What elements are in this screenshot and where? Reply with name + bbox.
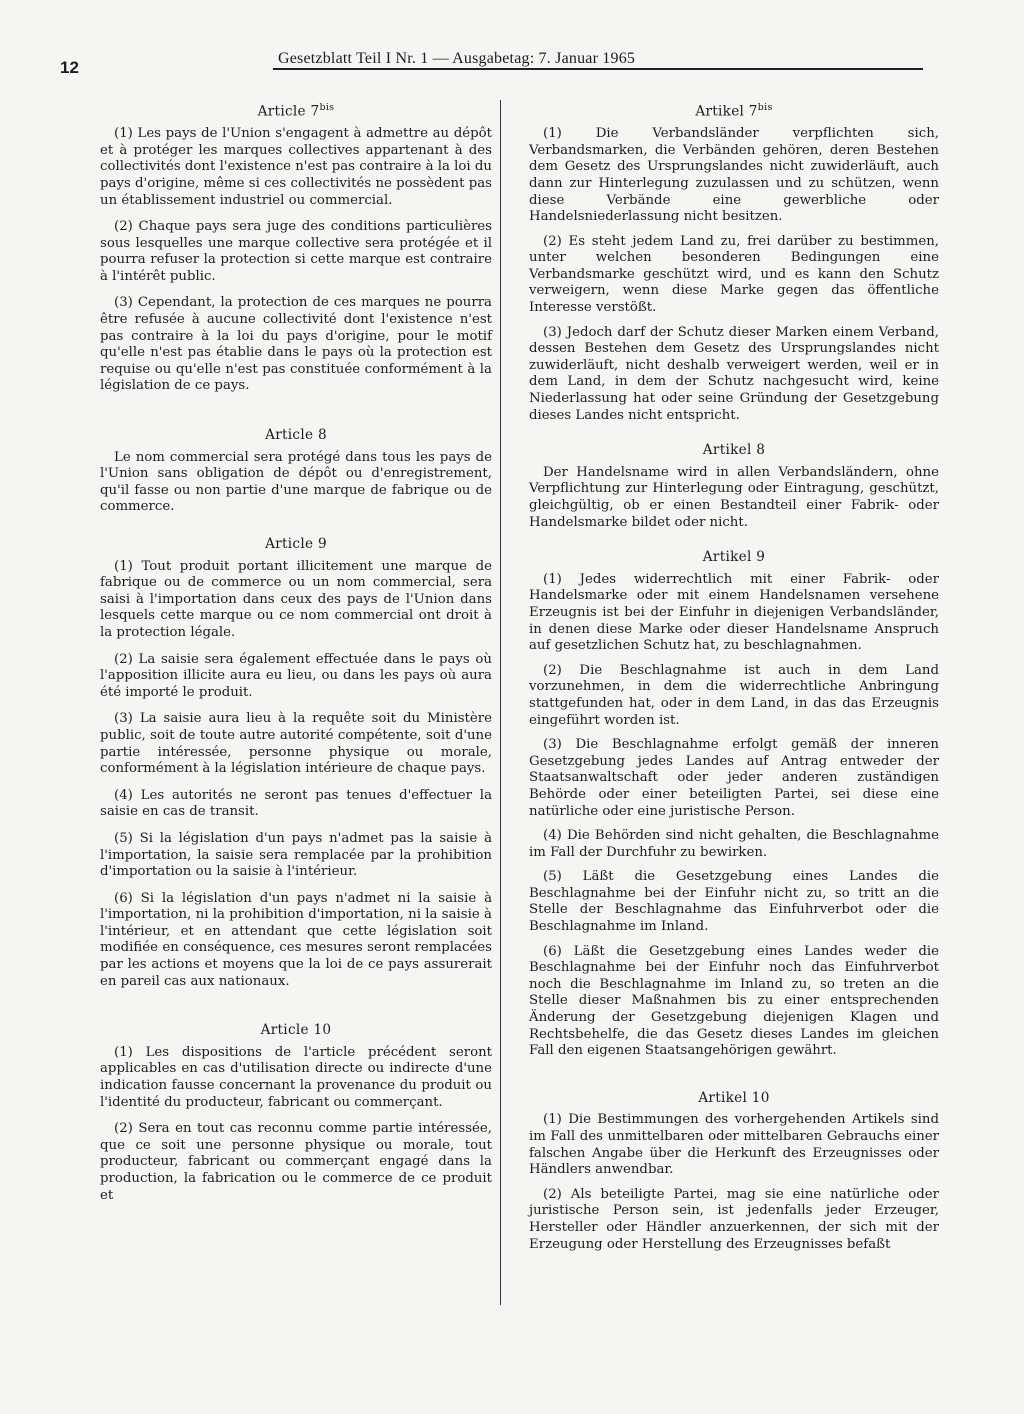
paragraph: (2) Sera en tout cas reconnu comme partie intéressée, que ce soit une personne physique ou morale, tout producteur, fabricant ou commerçant engagé dans la production, la fabrication ou le commerce de ce produit et [100,1121,492,1203]
paragraph: (5) Si la législation d'un pays n'admet pas la saisie à l'importation, la saisie sera remplacée par la prohibition d'importation ou la saisie à l'intérieur. [100,830,492,880]
paragraph: (1) Les pays de l'Union s'engagent à admettre au dépôt et à protéger les marques collectives appartenant à des collectivités dont l'existence n'est pas contraire à la loi du pays d'origine, même si ces collectivités ne possèdent pas un établissement industriel ou commercial. [100,126,492,208]
paragraph: (2) Als beteiligte Partei, mag sie eine natürliche oder juristische Person sein, ist jedenfalls jeder Erzeuger, Hersteller oder Händler anzuerkennen, der sich mit der Erzeugung oder Herstellung des Erzeugnisses befaßt [529,1186,939,1252]
paragraph: (1) Die Verbandsländer verpflichten sich, Verbandsmarken, die Verbänden gehören, deren Bestehen dem Gesetz des Ursprungslandes nicht zuwiderläuft, auch dann zur Hinterlegung zuzulassen und zu schützen, wenn diese Verbände eine gewerbliche oder Handelsniederlassung nicht besitzen. [529,126,939,225]
page-number: 12 [60,58,79,77]
paragraph: (5) Läßt die Gesetzgebung eines Landes die Beschlagnahme bei der Einfuhr nicht zu, so tritt an die Stelle der Beschlagnahme das Einfuhrverbot oder die Beschlagnahme im Inland. [529,869,939,935]
running-head: Gesetzblatt Teil I Nr. 1 — Ausgabetag: 7. Januar 1965 [278,50,636,67]
paragraph: (3) Cependant, la protection de ces marques ne pourra être refusée à aucune collectivité dont l'existence n'est pas contraire à la loi du pays d'origine, pour le motif qu'elle n'est pas établie dans le pays où la protection est requise ou qu'elle n'est pas constituée conformément à la législation de ce pays. [100,295,492,394]
paragraph: (4) Die Behörden sind nicht gehalten, die Beschlagnahme im Fall der Durchfuhr zu bewirken. [529,828,939,860]
paragraph: (1) Les dispositions de l'article précédent seront applicables en cas d'utilisation directe ou indirecte d'une indication fausse concernant la provenance du produit ou l'identité du producteur, fabricant ou commerçant. [100,1044,492,1110]
article-title: Article 9 [265,536,327,552]
paragraph: (1) Die Bestimmungen des vorhergehenden Artikels sind im Fall des unmittelbaren oder mittelbaren Gebrauchs einer falschen Angabe über die Herkunft des Erzeugnisses oder Händlers anwendbar. [529,1112,939,1178]
article-title: Artikel $7^{bis}$ [695,102,773,120]
paragraph: (4) Les autorités ne seront pas tenues d'effectuer la saisie en cas de transit. [100,787,492,820]
paragraph: (3) La saisie aura lieu à la requête soit du Ministère public, soit de toute autre autorité compétente, soit d'une partie intéressée, personne physique ou morale, conformément à la législation intérieure de chaque pays. [100,711,492,777]
paragraph: (2) La saisie sera également effectuée dans le pays où l'apposition illicite aura eu lieu, ou dans les pays où aura été importé le produit. [100,651,492,700]
paragraph: Le nom commercial sera protégé dans tous les pays de l'Union sans obligation de dépôt ou d'enregistrement, qu'il fasse ou non partie d'une marque de fabrique ou de commerce. [100,449,492,515]
french-column [100,100,492,1214]
article-title: Article $7^{bis}$ [257,102,335,120]
paragraph: (6) Läßt die Gesetzgebung eines Landes weder die Beschlagnahme bei der Einfuhr noch das Einfuhrverbot noch die Beschlagnahme im Inland zu, so treten an die Stelle dieser Maßnahmen bis zu einer entsprechenden Änderung der Gesetzgebung diejenigen Klagen und Rechtsbehelfe, die das Gesetz dieses Landes im gleichen Fall den eigenen Staatsangehörigen gewährt. [529,943,939,1059]
article-title: Artikel 10 [698,1089,770,1106]
article-title: Article 10 [260,1022,332,1039]
paragraph: (2) Chaque pays sera juge des conditions particulières sous lesquelles une marque collective sera protégée et il pourra refuser la protection si cette marque est contraire à l'intérêt public. [100,219,492,284]
paragraph: (2) Die Beschlagnahme ist auch in dem Land vorzunehmen, in dem die widerrechtliche Anbringung stattgefunden hat, oder in dem Land, in das das Erzeugnis eingeführt worden ist. [529,662,939,728]
paragraph: Der Handelsname wird in allen Verbandsländern, ohne Verpflichtung zur Hinterlegung oder Eintragung, geschützt, gleichgültig, ob er einen Bestandteil einer Fabrik- oder Handelsmarke bildet oder nicht. [529,464,939,530]
german-column [529,100,939,1261]
article-title: Artikel 8 [702,442,766,459]
paragraph: (1) Tout produit portant illicitement une marque de fabrique ou de commerce ou un nom commercial, sera saisi à l'importation dans ceux des pays de l'Union dans lesquels cette marque ou ce nom commercial ont droit à la protection légale. [100,558,492,640]
paragraph: (3) Die Beschlagnahme erfolgt gemäß der inneren Gesetzgebung jedes Landes auf Antrag entweder der Staatsanwaltschaft oder jeder anderen zuständigen Behörde oder einer beteiligten Partei, sei diese eine natürliche oder eine juristische Person. [529,737,939,819]
paragraph: (6) Si la législation d'un pays n'admet ni la saisie à l'importation, ni la prohibition d'importation, ni la saisie à l'intérieur, et en attendant que cette législation soit modifiée en conséquence, ces mesures seront remplacées par les actions et moyens que la loi de ce pays assurerait en pareil cas aux nationaux. [100,890,492,989]
column-divider [500,100,501,1305]
paragraph: (2) Es steht jedem Land zu, frei darüber zu bestimmen, unter welchen besonderen Bedingungen eine Verbandsmarke geschützt wird, und es kann den Schutz verweigern, wenn diese Marke gegen das öffentliche Interesse verstößt. [529,233,939,316]
article-title: Article 8 [265,427,327,444]
paragraph: (1) Jedes widerrechtlich mit einer Fabrik- oder Handelsmarke oder mit einem Handelsnamen versehene Erzeugnis ist bei der Einfuhr in diejenigen Verbandsländer, in denen diese Marke oder dieser Handelsname Anspruch auf gesetzlichen Schutz hat, zu beschlagnahmen. [529,571,939,654]
header-rule [273,68,923,70]
article-title: Artikel 9 [702,549,766,566]
paragraph: (3) Jedoch darf der Schutz dieser Marken einem Verband, dessen Bestehen dem Gesetz des Ursprungslandes nicht zuwiderläuft, nicht deshalb verweigert werden, weil er in dem Land, in dem der Schutz nachgesucht wird, keine Niederlassung hat oder seine Gründung der Gesetzgebung dieses Landes nicht entspricht. [529,324,939,423]
